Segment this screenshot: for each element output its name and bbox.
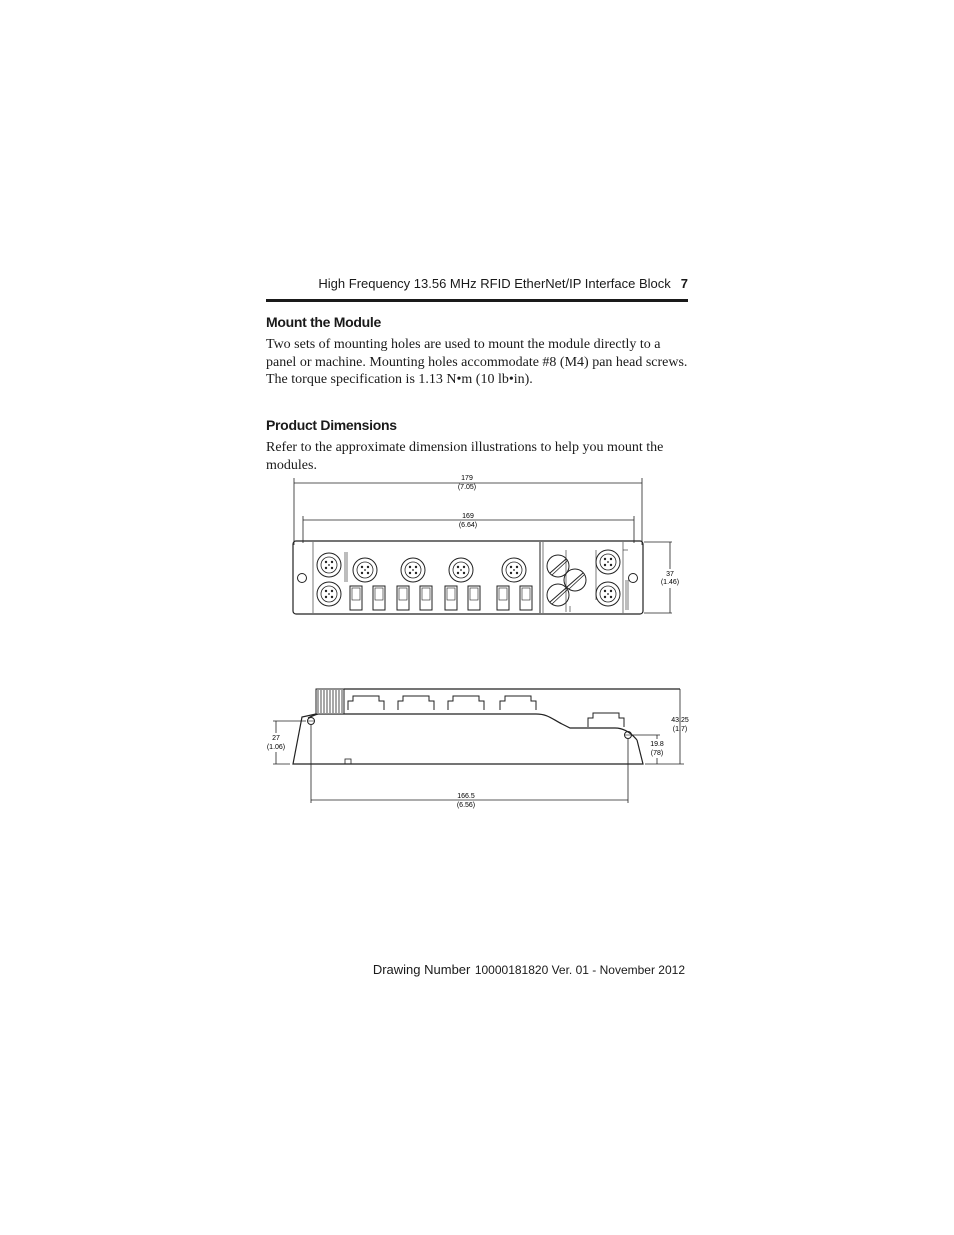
mount-heading: Mount the Module <box>266 314 381 330</box>
height-inch-label: (1.46) <box>660 579 680 586</box>
connector-icon <box>596 550 620 574</box>
height-label: 37 <box>666 571 674 578</box>
status-indicator-icon <box>397 586 409 610</box>
connector-icon <box>449 558 473 582</box>
status-indicator-icon <box>468 586 480 610</box>
connector-cap-icon <box>500 696 536 710</box>
mounting-hole-icon <box>629 574 638 583</box>
connector-cap-icon <box>348 696 384 710</box>
drawing-number-value: 10000181820 Ver. 01 - November 2012 <box>474 963 685 977</box>
mount-body: Two sets of mounting holes are used to mount the module directly to a panel or machine. Mounting holes accommodate #8 (M4) pan head screws. The torque specification is 1.13 N•m (10 lb•in). <box>266 337 688 387</box>
mounting-hole-icon <box>298 574 307 583</box>
connector-icon <box>317 553 341 577</box>
left-height-inch-label: (1.06) <box>266 744 286 751</box>
status-indicator-icon <box>445 586 457 610</box>
connector-cap-icon <box>588 713 624 727</box>
status-indicator-icon <box>420 586 432 610</box>
hole-spacing-label: 169 <box>462 513 474 520</box>
connector-icon <box>502 558 526 582</box>
dimensions-heading: Product Dimensions <box>266 417 397 433</box>
status-indicator-icon <box>350 586 362 610</box>
top-view-drawing <box>293 475 679 614</box>
drawing-number-label: Drawing Number <box>372 962 471 977</box>
connector-icon <box>317 582 341 606</box>
dimensions-body: Refer to the approximate dimension illustrations to help you mount the modules. <box>266 440 664 473</box>
status-indicator-icon <box>520 586 532 610</box>
hole-spacing-inch-label: (6.64) <box>458 522 478 529</box>
status-indicator-icon <box>373 586 385 610</box>
connector-cap-icon <box>398 696 434 710</box>
connector-icon <box>596 582 620 606</box>
overall-height-label: 43.25 <box>671 717 689 724</box>
side-view-drawing <box>267 689 689 809</box>
drawing-number <box>300 961 685 979</box>
left-height-label: 27 <box>272 735 280 742</box>
overall-width-label: 179 <box>461 475 473 482</box>
overall-width-inch-label: (7.05) <box>457 484 477 491</box>
connector-cap-icon <box>448 696 484 710</box>
connector-icon <box>353 558 377 582</box>
connector-icon <box>401 558 425 582</box>
right-height-inch-label: (78) <box>650 750 664 757</box>
module-body-side <box>293 689 680 764</box>
side-hole-spacing-label: 166.5 <box>457 793 475 800</box>
status-indicator-icon <box>497 586 509 610</box>
overall-height-inch-label: (1.7) <box>672 726 688 733</box>
rotary-switch-icon <box>564 569 586 591</box>
page-number: 7 <box>680 276 688 291</box>
side-hole-spacing-inch-label: (6.56) <box>456 802 476 809</box>
right-height-label: 19.8 <box>650 741 664 748</box>
header-title: High Frequency 13.56 MHz RFID EtherNet/IP Interface Block <box>318 276 671 291</box>
